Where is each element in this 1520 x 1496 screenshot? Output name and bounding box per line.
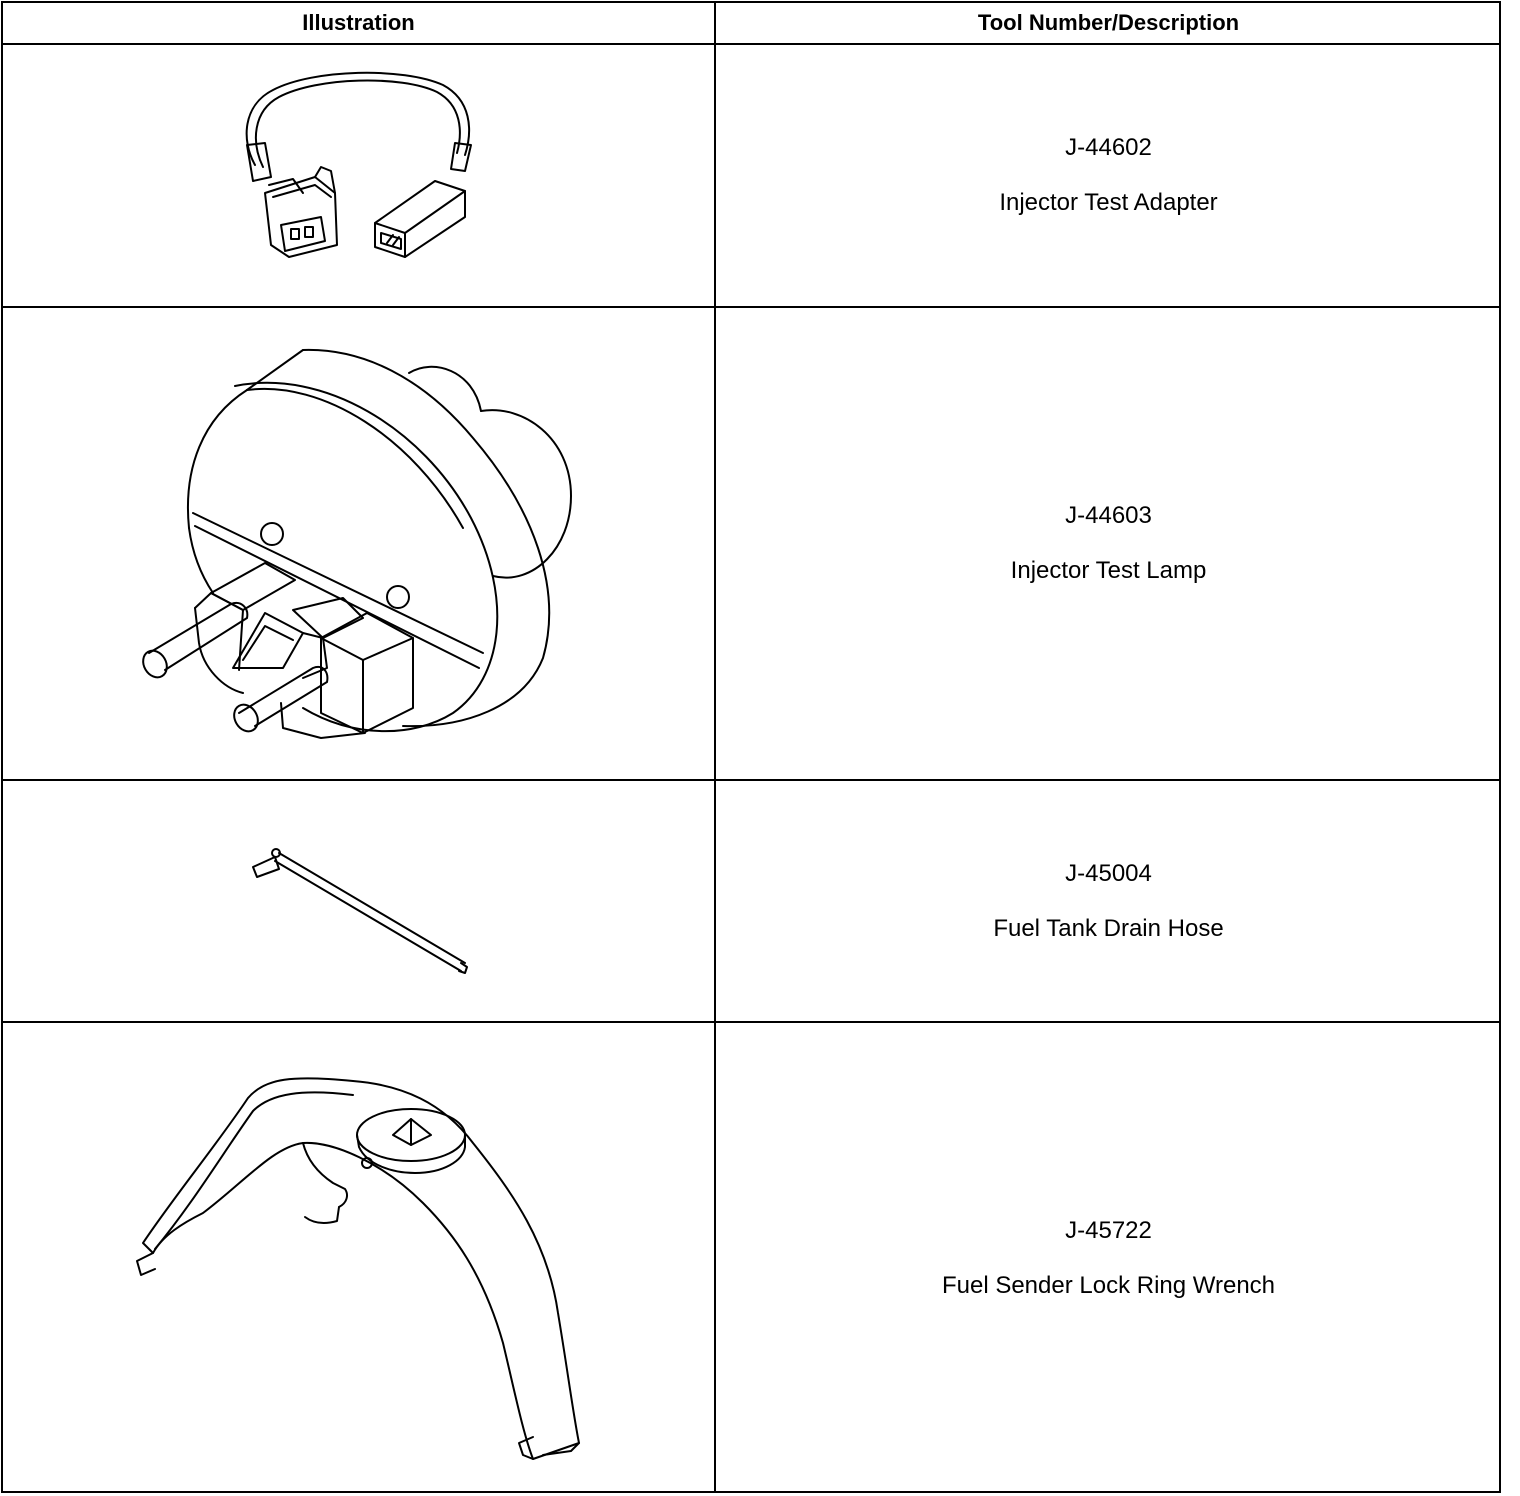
- description-cell: [716, 308, 1501, 779]
- tool-number: J-44603: [1065, 502, 1152, 529]
- illustration-cell: [3, 1023, 716, 1493]
- header-illustration: Illustration: [3, 3, 716, 45]
- tool-description: Fuel Tank Drain Hose: [993, 914, 1224, 942]
- tool-description: Injector Test Adapter: [999, 189, 1218, 216]
- tool-number: J-45722: [1065, 1216, 1152, 1244]
- tool-description: Fuel Sender Lock Ring Wrench: [941, 1271, 1276, 1299]
- table-row: [3, 308, 1501, 781]
- tool-number: J-44602: [1065, 134, 1152, 161]
- table-row: [3, 1023, 1501, 1493]
- tool-description: Injector Test Lamp: [1010, 557, 1207, 584]
- tool-table: [1, 1, 1501, 1493]
- illustration-cell: [3, 781, 716, 1021]
- tool-number: J-45004: [1065, 859, 1152, 887]
- table-row: [3, 45, 1501, 308]
- lock-ring-wrench-icon: [3, 1023, 714, 1491]
- description-cell: [716, 781, 1501, 1021]
- illustration-cell: [3, 308, 716, 779]
- injector-test-lamp-icon: [3, 308, 714, 779]
- description-cell: [716, 1023, 1501, 1493]
- illustration-cell: [3, 45, 716, 306]
- injector-test-adapter-icon: [3, 45, 714, 306]
- description-cell: [716, 45, 1501, 306]
- fuel-tank-drain-hose-icon: [3, 781, 714, 1021]
- table-row: [3, 781, 1501, 1023]
- header-tool-number-description: Tool Number/Description: [716, 3, 1501, 45]
